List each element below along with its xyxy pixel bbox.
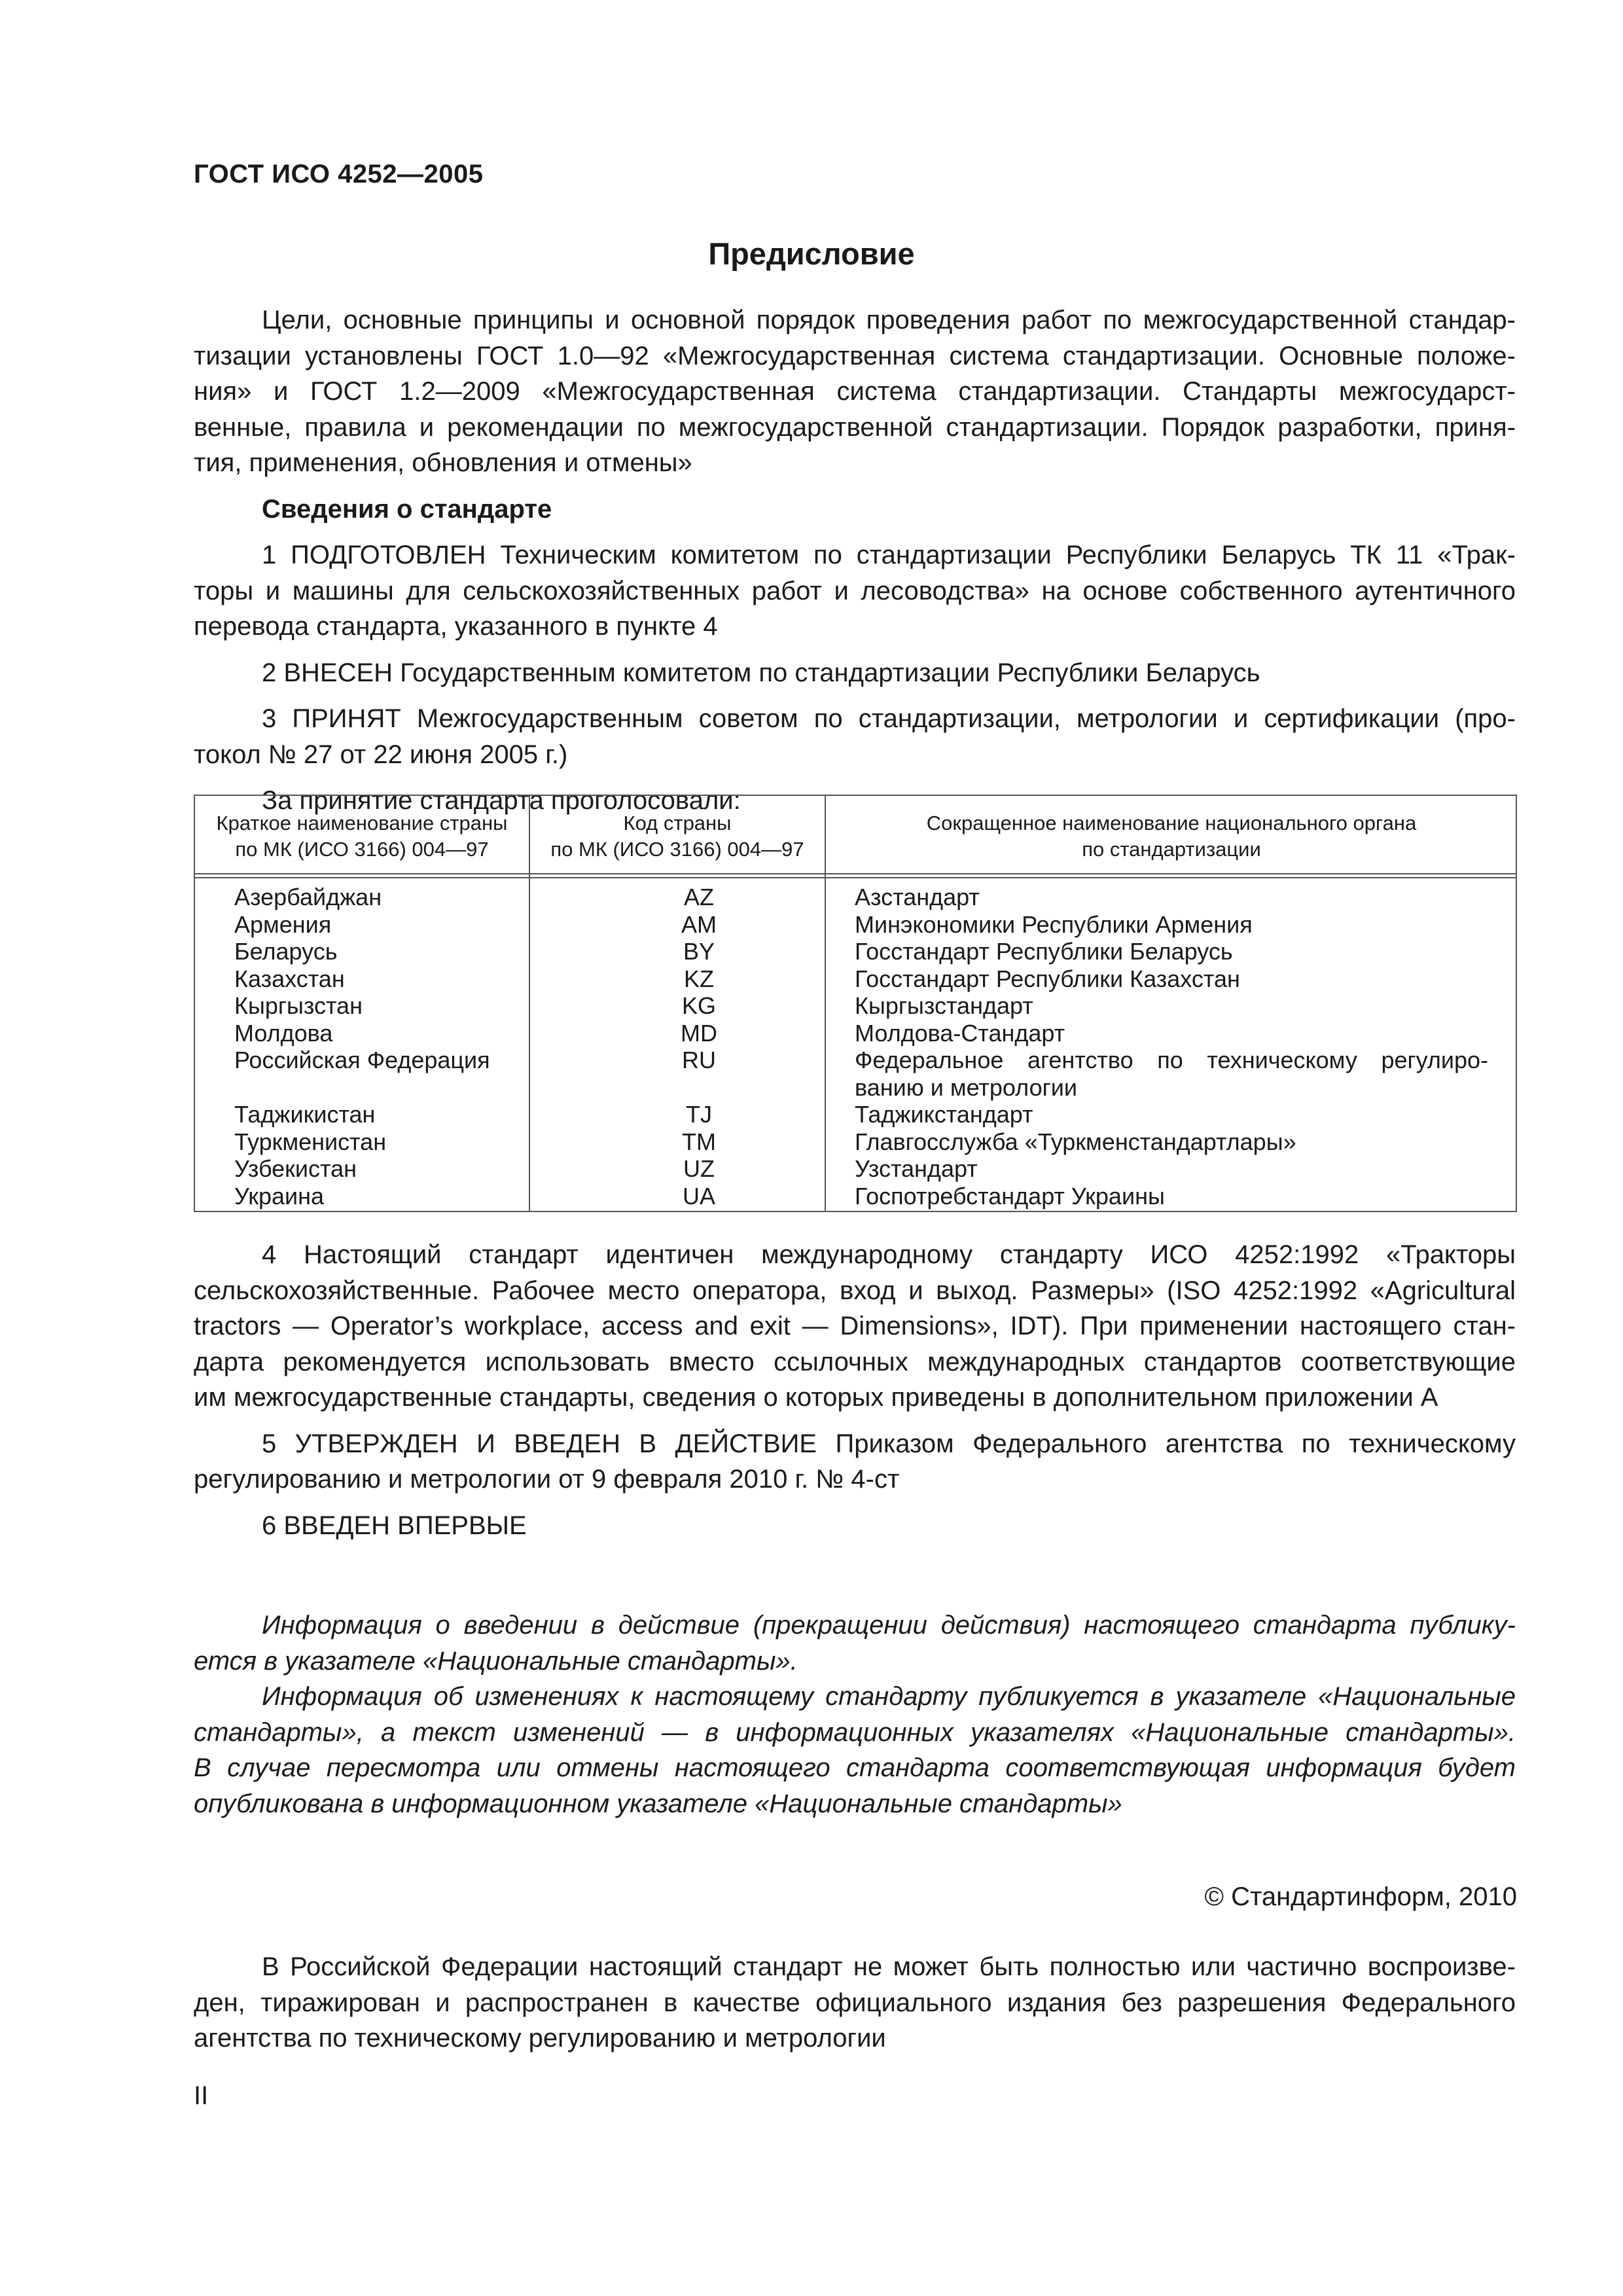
country-name: Казахстан: [234, 965, 345, 992]
table-row: [195, 938, 1516, 965]
item-4-line: сельскохозяйственные. Рабочее место оператора, вход и выход. Размеры» (ISO 4252:1992 «Agricultural: [194, 1276, 1516, 1305]
item-4-line: им межгосударственные стандарты, сведения о которых приведены в дополнительном приложении А: [194, 1383, 1438, 1412]
standards-body-continuation: ванию и метрологии: [855, 1073, 1077, 1101]
standards-body: Госпотребстандарт Украины: [855, 1182, 1165, 1210]
standards-body: Госстандарт Республики Казахстан: [855, 965, 1240, 992]
intro-line: тизации установлены ГОСТ 1.0—92 «Межгосударственная система стандартизации. Основные положе-: [194, 341, 1516, 370]
country-code: AZ: [683, 884, 714, 910]
intro-line: венные, правила и рекомендации по межгосударственной стандартизации. Порядок разработки, приня-: [194, 412, 1516, 442]
country-code: RU: [682, 1047, 716, 1073]
item-1-line: 1 ПОДГОТОВЛЕН Техническим комитетом по стандартизации Республики Беларусь ТК 11 «Трак-: [262, 541, 1516, 569]
reproduction-notice: [194, 1949, 1516, 2056]
standard-info-heading: Сведения о стандарте: [262, 494, 552, 524]
table-header-code: Код страны по МК (ИСО 3166) 004—97: [550, 812, 804, 861]
item-5-line: 5 УТВЕРЖДЕН И ВВЕДЕН В ДЕЙСТВИЕ Приказом Федерального агентства по техническому: [262, 1429, 1516, 1458]
standards-body: Федеральное агентство по техническому регулиро-: [855, 1047, 1488, 1073]
country-code: KZ: [683, 965, 714, 992]
notice-line: Информация об изменениях к настоящему стандарту публикуется в указателе «Национальные: [262, 1682, 1516, 1711]
table-header-divider: [195, 873, 1516, 878]
country-name: Российская Федерация: [234, 1047, 490, 1073]
intro-paragraph: [194, 302, 1516, 819]
reproduction-line: В Российской Федерации настоящий стандарт не может быть полностью или частично воспроизве-: [262, 1952, 1516, 1981]
standards-body: Минэкономики Республики Армения: [855, 910, 1253, 938]
country-name: Украина: [234, 1182, 325, 1210]
country-code: KG: [681, 992, 716, 1019]
table-row: [195, 992, 1516, 1020]
table-row: [195, 884, 1516, 911]
intro-line: ния» и ГОСТ 1.2—2009 «Межгосударственная система стандартизации. Стандарты межгосударст-: [194, 377, 1516, 406]
country-code: UA: [682, 1182, 715, 1210]
item-4-line: 4 Настоящий стандарт идентичен международному стандарту ИСО 4252:1992 «Тракторы: [262, 1240, 1516, 1269]
country-name: Таджикистан: [234, 1101, 376, 1128]
notice-line: стандарты», а текст изменений — в информационных указателях «Национальные стандарты».: [194, 1717, 1516, 1747]
table-row: [195, 1183, 1516, 1210]
intro-line: Цели, основные принципы и основной порядок проведения работ по межгосударственной стандар-: [262, 306, 1516, 334]
reproduction-line: агентства по техническому регулированию и метрологии: [194, 2024, 886, 2053]
notice-line: ется в указателе «Национальные стандарты».: [194, 1646, 798, 1676]
notice-line: опубликована в информационном указателе «Национальные стандарты»: [194, 1789, 1122, 1818]
country-name: Кыргызстан: [234, 992, 363, 1019]
item-2: 2 ВНЕСЕН Государственным комитетом по стандартизации Республики Беларусь: [262, 658, 1260, 687]
country-code: AM: [681, 910, 717, 938]
table-row: [195, 1020, 1516, 1047]
table-row: [195, 911, 1516, 939]
table-row: [195, 1155, 1516, 1183]
voted-intro: За принятие стандарта проголосовали:: [262, 786, 741, 815]
table-row: [195, 1128, 1516, 1156]
document-code: ГОСТ ИСО 4252—2005: [194, 160, 484, 188]
items-after-table: [194, 1237, 1516, 1543]
table-body: [195, 884, 1516, 1210]
standards-body: Главгосслужба «Туркменстандартлары»: [855, 1128, 1296, 1155]
country-name: Туркменистан: [234, 1128, 387, 1155]
voting-countries-table: [194, 795, 1517, 1212]
country-name: Армения: [234, 910, 332, 938]
table-header-country: Краткое наименование страны по МК (ИСО 3166) 004—97: [216, 812, 508, 861]
country-name: Узбекистан: [234, 1155, 357, 1182]
item-5-line: регулированию и метрологии от 9 февраля 2010 г. № 4-ст: [194, 1465, 900, 1494]
standards-body: Госстандарт Республики Беларусь: [855, 938, 1233, 965]
publication-info-notice: [194, 1607, 1516, 1821]
country-name: Молдова: [234, 1019, 333, 1047]
copyright: © Стандартинформ, 2010: [1204, 1882, 1517, 1911]
table-header-body: Сокращенное наименование национального органа по стандартизации: [926, 812, 1417, 861]
country-code: TM: [682, 1128, 716, 1155]
notice-line: В случае пересмотра или отмены настоящего стандарта соответствующая информация будет: [194, 1753, 1516, 1782]
standards-body: Таджикстандарт: [855, 1101, 1033, 1128]
item-1-line: торы и машины для сельскохозяйственных работ и лесоводства» на основе собственного аутентичного: [194, 576, 1516, 605]
country-name: Азербайджан: [234, 884, 382, 910]
item-6: 6 ВВЕДЕН ВПЕРВЫЕ: [262, 1511, 527, 1540]
item-4-line: дарта рекомендуется использовать вместо ссылочных международных стандартов соответствующие: [194, 1347, 1516, 1376]
country-code: MD: [681, 1019, 717, 1047]
reproduction-line: ден, тиражирован и распространен в качестве официального издания без разрешения Федерального: [194, 1988, 1516, 2017]
intro-line: тия, применения, обновления и отмены»: [194, 448, 692, 477]
country-code: BY: [683, 938, 715, 965]
table-row: [195, 1047, 1516, 1101]
table-row: [195, 1101, 1516, 1128]
page-title: Предисловие: [708, 236, 915, 271]
standards-body: Азстандарт: [855, 884, 980, 910]
item-1-line: перевода стандарта, указанного в пункте 4: [194, 612, 718, 641]
country-name: Беларусь: [234, 938, 338, 965]
item-3-line: токол № 27 от 22 июня 2005 г.): [194, 740, 568, 769]
country-code: UZ: [683, 1155, 715, 1182]
page-number: II: [194, 2081, 209, 2110]
notice-line: Информация о введении в действие (прекращении действия) настоящего стандарта публику-: [262, 1611, 1516, 1640]
country-code: TJ: [686, 1101, 712, 1128]
item-4-line: tractors — Operator’s workplace, access and exit — Dimensions», IDT). При применении настоящего стан-: [194, 1312, 1516, 1340]
table-row: [195, 965, 1516, 993]
standards-body: Узстандарт: [855, 1155, 978, 1182]
standards-body: Молдова-Стандарт: [855, 1019, 1065, 1047]
item-3-line: 3 ПРИНЯТ Межгосударственным советом по стандартизации, метрологии и сертификации (про-: [262, 704, 1516, 733]
standards-body: Кыргызстандарт: [855, 992, 1033, 1019]
